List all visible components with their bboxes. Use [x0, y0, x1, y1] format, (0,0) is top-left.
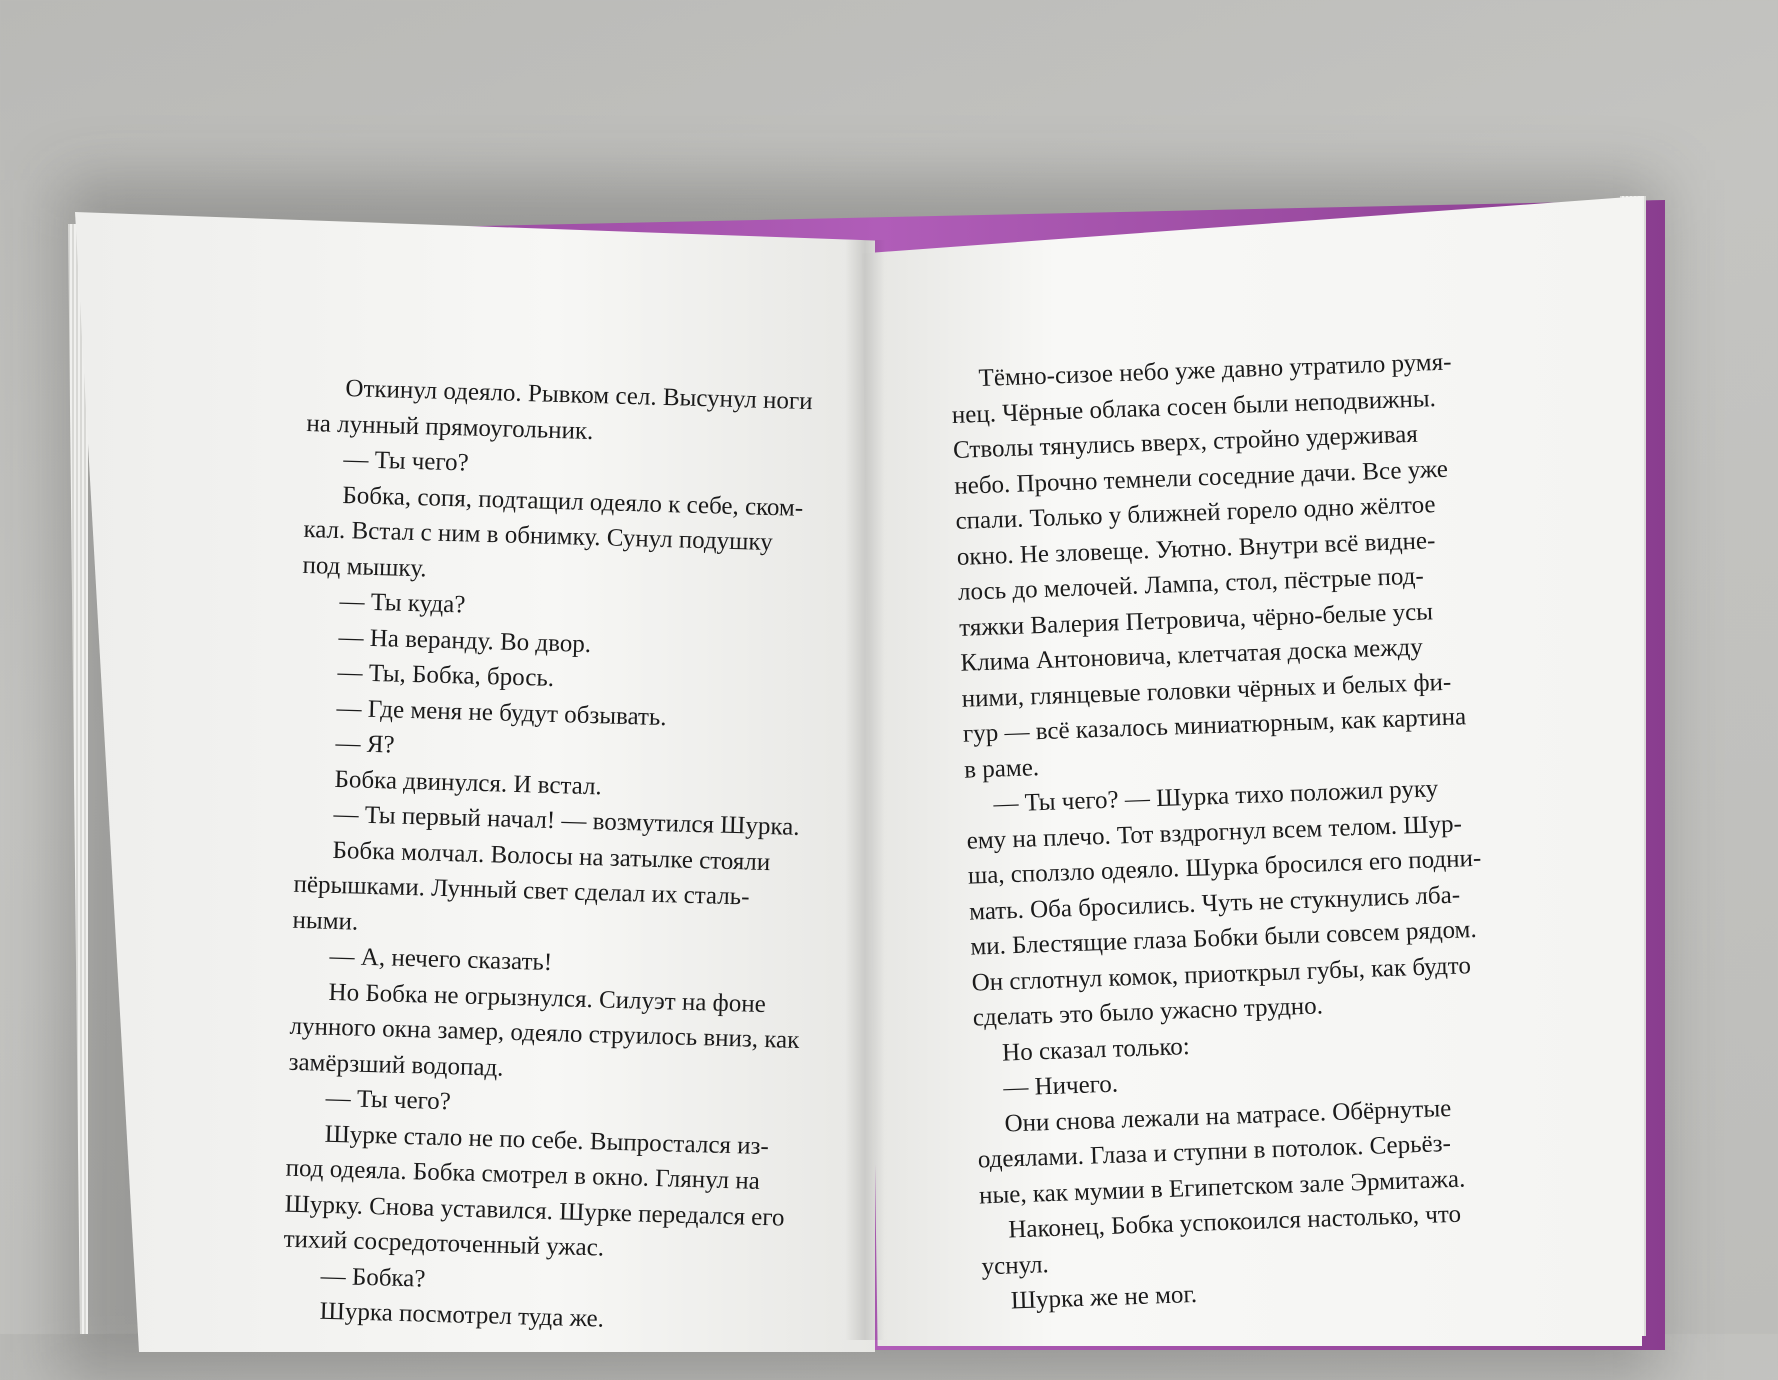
right-page-line: спали. Только у ближней горело одно жёлтое — [955, 491, 1436, 535]
right-page-text — [950, 344, 1497, 1320]
right-page-line: лось до мелочей. Лампа, стол, пёстрые под- — [957, 562, 1425, 606]
left-page-line: Бобка двинулся. И встал. — [334, 765, 603, 800]
left-page-line: Бобка, сопя, подтащил одеяло к себе, ском- — [342, 481, 804, 522]
left-page-line: Шурку. Снова уставился. Шурке передался его — [284, 1190, 785, 1232]
left-page-line: — На веранду. Во двор. — [338, 623, 592, 658]
left-page-line: — А, нечего сказать! — [329, 942, 553, 977]
book-gutter — [845, 240, 885, 1340]
left-page-line: — Ты, Бобка, брось. — [337, 658, 555, 692]
left-page-line: Откинул одеяло. Рывком сел. Высунул ноги — [345, 375, 813, 416]
left-page-line: — Где меня не будут обзывать. — [336, 694, 667, 731]
left-page-text — [281, 370, 817, 1342]
right-page-line: ми. Блестящие глаза Бобки были совсем рядом. — [969, 915, 1478, 961]
right-page-line: Но сказал только: — [1001, 1032, 1191, 1067]
left-page-line: Шурке стало не по себе. Выпростался из- — [324, 1120, 770, 1160]
left-page-line: лунного окна замер, одеяло струилось вниз, как — [289, 1012, 800, 1054]
right-page-line: Шурка же не мог. — [1010, 1280, 1198, 1315]
right-page-line: Клима Антоновича, клетчатая доска между — [960, 633, 1424, 677]
right-page-line: мать. Оба бросились. Чуть не стукнулись лба- — [968, 881, 1461, 926]
right-page-line: небо. Прочно темнели соседние дачи. Все уже — [953, 455, 1449, 500]
left-page-line: Но Бобка не огрызнулся. Силуэт на фоне — [328, 978, 767, 1018]
right-page-line: сделать это было ужасно трудно. — [972, 992, 1324, 1032]
left-page-line: — Ты первый начал! — возмутился Шурка. — [333, 800, 800, 841]
left-page-line: на лунный прямоугольник. — [306, 409, 594, 445]
right-page-line: Тёмно-сизое небо уже давно утратило румя- — [978, 348, 1452, 393]
right-page-line: Стволы тянулись вверх, стройно удерживая — [952, 420, 1419, 464]
right-page-line: Наконец, Бобка успокоился настолько, что — [1007, 1200, 1462, 1244]
right-page-line: ша, сползло одеяло. Шурка бросился его подни- — [967, 844, 1482, 890]
left-page-line: — Ты чего? — [343, 446, 470, 477]
left-page-line: — Я? — [335, 729, 395, 759]
left-page-line: под мышку. — [302, 551, 427, 582]
left-page-line: тихий сосредоточенный ужас. — [283, 1225, 605, 1262]
left-page-line: кал. Встал с ним в обнимку. Сунул подушку — [303, 515, 774, 557]
right-page-line: ему на плечо. Тот вздрогнул всем телом. Шур- — [966, 809, 1463, 855]
left-page-line: — Ты чего? — [325, 1084, 452, 1116]
right-page-line: — Ты чего? — Шурка тихо положил руку — [992, 775, 1439, 818]
right-page-line: ные, как мумии в Египетском зале Эрмитажа. — [978, 1165, 1466, 1209]
right-page-line: окно. Не зловеще. Уютно. Внутри всё видне- — [956, 526, 1436, 571]
left-page-line: замёрзший водопад. — [288, 1048, 504, 1082]
right-page-line: Они снова лежали на матрасе. Обёрнутые — [1004, 1094, 1452, 1138]
right-page-line: Он сглотнул комок, приоткрыл губы, как будто — [971, 951, 1472, 997]
right-page-line: ними, глянцевые головки чёрных и белых фи- — [961, 668, 1452, 713]
left-page-line: пёрышками. Лунный свет сделал их сталь- — [293, 870, 750, 911]
right-page-line: — Ничего. — [1002, 1070, 1119, 1102]
right-page-line: уснул. — [981, 1250, 1050, 1280]
left-page-line: — Ты куда? — [339, 587, 466, 619]
right-page-line: гур — всё казалось миниатюрным, как картина — [962, 703, 1467, 748]
right-page-line: нец. Чёрные облака сосен были неподвижны. — [951, 384, 1437, 429]
left-page-line: — Бобка? — [320, 1262, 426, 1293]
left-page-line: ными. — [292, 906, 359, 936]
right-page-line: тяжки Валерия Петровича, чёрно-белые усы — [958, 597, 1434, 642]
right-page-line: в раме. — [963, 753, 1040, 784]
left-page-line: под одеяла. Бобка смотрел в окно. Глянул на — [285, 1154, 761, 1195]
left-page-line: Шурка посмотрел туда же. — [319, 1297, 605, 1333]
left-page-line: Бобка молчал. Волосы на затылке стояли — [332, 836, 771, 876]
right-page-line: одеялами. Глаза и ступни в потолок. Серьёз- — [977, 1130, 1452, 1174]
